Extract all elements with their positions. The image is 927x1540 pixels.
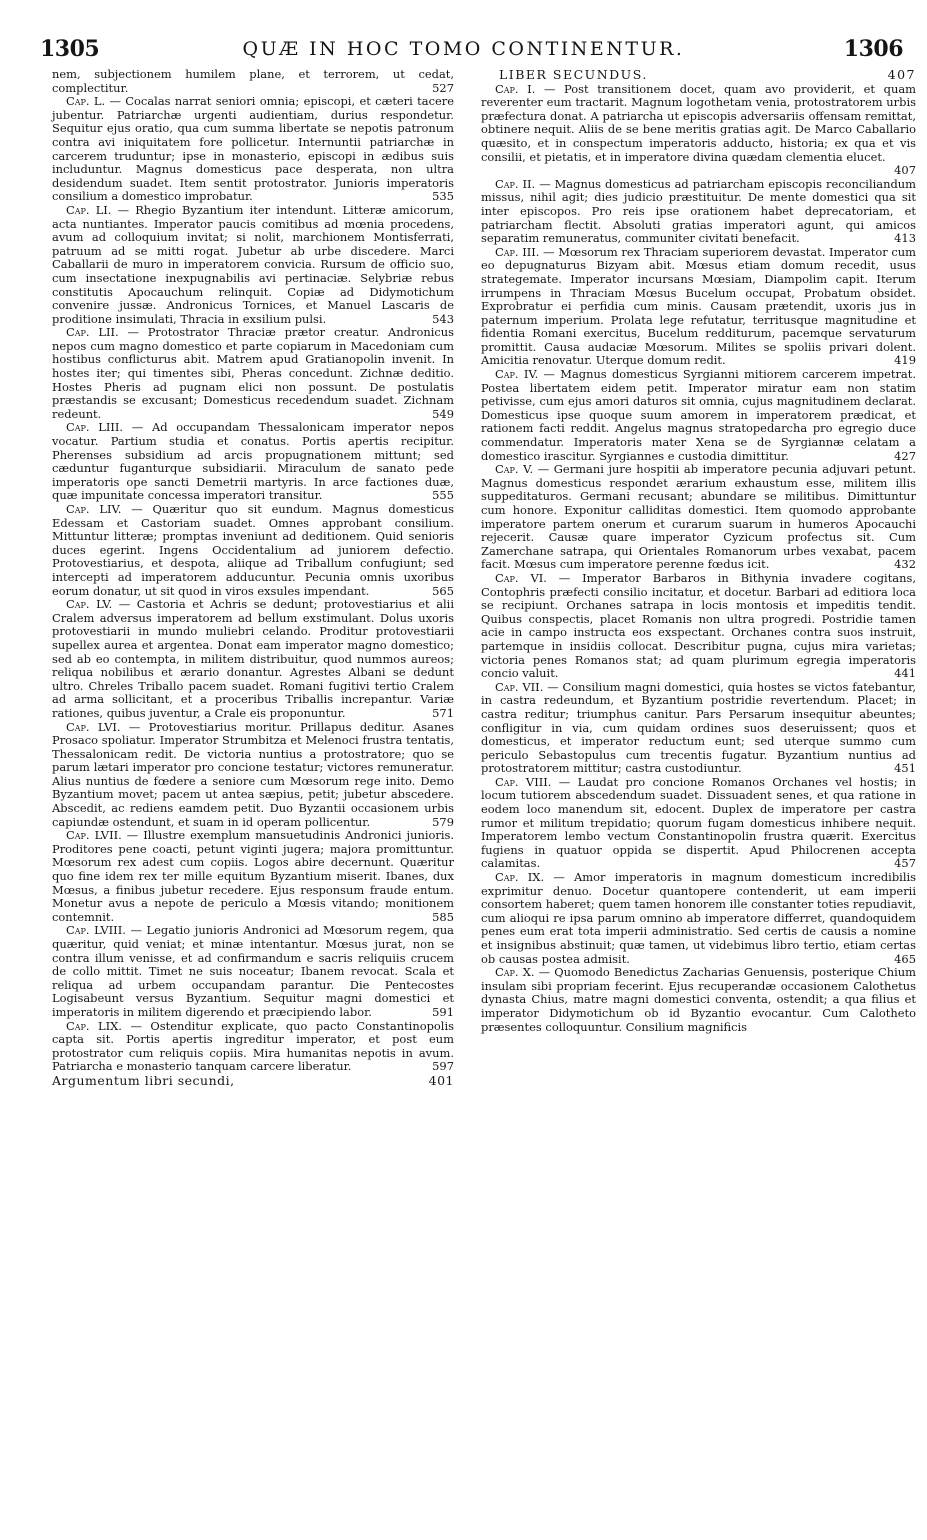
chapter-page: 585: [432, 909, 454, 924]
left-column: [52, 68, 454, 1088]
chapter-entry: [481, 776, 916, 871]
chapter-entry: [481, 572, 916, 681]
chapter-entry: [481, 463, 916, 572]
chapter-summary: — Amor imperatoris in magnum domesticum incredibilis exprimitur denuo. Docetur quantopere contenderit, ut eam imperii consortem haberet; quem tamen honorem ille constanter toties repudiavit, cum alioqui re ipsa parum omnino ab imperatore differret, quandoquidem penes eum erat tota imperii administratio. Sed certis de causis a nomine et insignibus abstinuit; quæ tamen, ut videbimus libro tertio, etiam certas ob causas postea admisit.: [481, 870, 917, 966]
chapter-entry: [52, 1020, 454, 1074]
entry-page: 527: [432, 80, 454, 95]
chapter-summary: — Magnus domesticus Syrgianni mitiorem carcerem impetrat. Postea libertatem eidem petit. Imperator miratur eam non statim petivisse, cum ejus amori daturos sit omnia, cujus magnitudinem declarat. Domesticus ipse quoque suum amorem in imperatorem prædicat, et rationem facti reddit. Angelus magnus stratopedarcha pro egregio duce commendatur. Imperatoris mater Xena se de Syrgiannæ celatam a domestico irascitur. Syrgiannes e custodia dimittitur.: [481, 367, 916, 463]
chapter-summary: — Protostrator Thraciæ prætor creatur. Andronicus nepos cum magno domestico et parte copiarum in Macedoniam cum hostibus conflicturus abit. Matrem apud Gratianopolin invenit. In hostes iter; qui timentes sibi, Pheras concedunt. Zichnæ deditio. Hostes Pheris ad pugnam elici non possunt. De postulatis præstandis se excusant; Domesticus recedendum suadet. Zichnam redeunt.: [52, 325, 455, 421]
chapter-page: 407: [894, 163, 916, 178]
chapter-page: 591: [432, 1004, 454, 1019]
chapter-summary: — Protovestiarius moritur. Prillapus deditur. Asanes Prosaco spoliatur. Imperator Strumbitza et Melenoci frustra tentatis, Thessalonicam redit. De victoria nuntius a protostratore; quo se parum lætari imperator pro concione testatur; victores remuneratur. Alius nuntius de fœdere a seniore cum Mœsorum rege inito. Demo Byzantium movet; pacem ut antea sæpius, petit; jubetur abscedere. Abscedit, ac rediens eamdem petit. Duo Byzantii occasionem urbis capiundæ ostendunt, et suam in id operam pollicentur.: [52, 719, 454, 829]
chapter-summary: — Illustre exemplum mansuetudinis Andronici junioris. Proditores pene coacti, petunt viginti jugera; majora promittuntur. Mœsorum rex adest cum copiis. Logos abire decernunt. Quæritur quo fine idem rex ter mille equitum Byzantium miserit. Ibanes, dux Mœsus, a finibus jubetur recedere. Ejus responsum fraude entum. Monetur avus a nepote de periculo a Mœsis vitando; monitionem contemnit.: [52, 828, 454, 924]
chapter-label: Cap. V.: [495, 462, 534, 477]
chapter-entry: [481, 966, 916, 1034]
chapter-entry: [52, 95, 454, 204]
chapter-entry: [52, 326, 454, 421]
chapter-label: Cap. IX.: [495, 870, 545, 885]
chapter-page: 441: [894, 666, 916, 681]
chapter-page: 579: [432, 814, 454, 829]
chapter-entry: [52, 829, 454, 924]
chapter-label: Cap. IV.: [495, 367, 539, 382]
argumentum-page: 401: [428, 1072, 454, 1088]
chapter-page: 427: [894, 448, 916, 463]
running-title: QUÆ IN HOC TOMO CONTINENTUR.: [242, 38, 685, 60]
chapter-entry: [52, 721, 454, 830]
chapter-summary: — Quæritur quo sit eundum. Magnus domesticus Edessam et Castoriam suadet. Omnes approbant consilium. Mittuntur litteræ; promptas inveniunt ad deditionem. Quid senioris duces egerint. Ingens Occidentalium ad juniorem defectio. Protovestiarius, et despota, aliique ad Triballum confugiunt; sed intercepti ad imperatorem adducuntur. Pecunia omnis uxoribus eorum donatur, ut sit quod in viros exsules impendant.: [52, 502, 454, 598]
chapter-summary: — Consilium magni domestici, quia hostes se victos fatebantur, in castra redeundum, et Byzantium postridie revertendum. Placet; in castra reditur; triumphus canitur. Pars Persarum insequitur abeuntes; confligitur in via, cum quidam ordines suos deseruissent; quos et domesticus, et imperator reductum eunt; sed uterque summo cum periculo Sebastopulus cum trecentis fugatur. Byzantium nuntius ad protostratorem mittitur; castra custodiuntur.: [481, 679, 916, 776]
chapter-label: Cap. X.: [495, 965, 535, 980]
chapter-entry: [481, 368, 916, 463]
chapter-entry: [52, 924, 454, 1019]
chapter-page: 543: [432, 311, 454, 326]
left-entry-list: [52, 95, 454, 1074]
chapter-page: 419: [894, 353, 916, 368]
chapter-label: Cap. LI.: [66, 202, 112, 217]
chapter-summary: — Magnus domesticus ad patriarcham episcopis reconciliandum missus, nihil agit; dies judicio præstituitur. De mente domestici qua sit inter episcopos. Pro reis ipse orationem habet deprecatoriam, et patriarcham flectit. Absoluti gratias imperatori agunt, qui amicos separatim remuneratus, communiter civitati benefacit.: [481, 176, 916, 246]
chapter-page: 457: [894, 856, 916, 871]
entry-text: nem, subjectionem humilem plane, et terrorem, ut cedat, complectitur.: [52, 67, 454, 95]
chapter-summary: — Castoria et Achris se dedunt; protovestiarius et alii Cralem adversus imperatorem ad bellum exstimulant. Dolus uxoris protovestiarii in mundo muliebri celando. Proditur protovestiarii supellex aurea et argentea. Donat eam imperator magno domestico; sed ab eo contempta, in militem distribuitur, quod nummos aureos; reliqua nobilibus et ærario donantur. Agrestes Albani se dedunt ultro. Chreles Triballo pacem suadet. Romani fugitivi tertio Cralem ad arma sollicitant, et a proceribus Triballis increpantur. Variæ rationes, quibus juventur, a Crale eis proponuntur.: [52, 597, 454, 720]
argumentum-text: Argumentum libri secundi,: [52, 1072, 235, 1088]
chapter-label: Cap. II.: [495, 176, 536, 191]
chapter-page: 451: [894, 761, 916, 776]
book-title: LIBER SECUNDUS.: [499, 67, 648, 82]
chapter-summary: — Ostenditur explicate, quo pacto Constantinopolis capta sit. Portis apertis ingreditur imperator, et post eum protostrator cum reliquis copiis. Mira humanitas nepotis in avum. Patriarcha e monasterio tanquam carcere liberatur.: [52, 1018, 454, 1074]
chapter-label: Cap. LVI.: [66, 719, 121, 734]
chapter-summary: — Laudat pro concione Romanos Orchanes vel hostis; in locum tutiorem abscedendum suadet. Dissuadent senes, et qua ratione in eodem loco manendum sit, edocent. Duplex de imperatore per castra rumor et militum trepidatio; quorum fugam domesticus inhibere nequit. Imperatorem lembo vectum Constantinopolin frustra quærit. Exercitus fugiens in quatuor oppida se dispertit. Apud Philocrenen accepta calamitas.: [481, 774, 916, 871]
chapter-entry: [481, 681, 916, 776]
chapter-summary: — Post transitionem docet, quam avo providerit, et quam reverenter eum tractarit. Magnum logothetam venia, protostratorem urbis præfectura donat. A patriarcha ut episcopis adversariis offensam remittat, obtinere nequit. Aliis de se bene meritis gratias agit. De Marco Caballario quæsito, et in conspectum imperatoris adducto, historia; ex qua et vis consilii, et pietatis, et in imperatore divina quædam clementia elucet.: [481, 81, 916, 164]
chapter-label: Cap. VII.: [495, 679, 544, 694]
chapter-entry: [481, 178, 916, 246]
chapter-page: 571: [432, 705, 454, 720]
chapter-summary: — Mœsorum rex Thraciam superiorem devastat. Imperator cum eo depugnaturus Bizyam abit. Mœsus etiam domum recedit, usus strategemate. Imperator incursans Mœsiam, Diampolim capit. Iterum irrumpens in Thraciam Mœsus Bucelum occupat, Probatum obsidet. Exprobratur ei perfidia cum minis. Causam prætendit, uxoris jus in paternum imperium. Prolata lege refutatur, territusque magnitudine et fidentia Romani exercitus, Bucelum redditurum, pacemque servaturum promittit. Causa audaciæ Mœsorum. Milites se spoliis privari dolent. Amicitia renovatur. Uterque domum redit.: [481, 244, 917, 368]
chapter-label: Cap. LIX.: [66, 1018, 122, 1033]
chapter-entry: [52, 204, 454, 326]
chapter-label: Cap. VIII.: [495, 774, 552, 789]
right-column: [481, 68, 916, 1034]
chapter-summary: — Rhegio Byzantium iter intendunt. Litteræ amicorum, acta nuntiantes. Imperator paucis comitibus ad mœnia procedens, avum ad colloquium invitat; si nolit, marchionem Montisferrati, patruum ad se mitti rogat. Jubetur ab urbe discedere. Marci Caballarii de muro in imperatorem convicia. Rursum de officio suo, cum insectatione inexpugnabilis avi pertinaciæ. Selybriæ rebus constitutis Apocauchum relinquit. Copiæ ad Didymotichum convenire jussæ. Andronicus Tornices, et Manuel Lascaris de proditione insimulati, Thracia in exsilium pulsi.: [52, 202, 454, 326]
chapter-page: 535: [432, 189, 454, 204]
chapter-page: 413: [894, 231, 916, 246]
chapter-summary: — Legatio junioris Andronici ad Mœsorum regem, qua quæritur, quid veniat; et minæ intentantur. Mœsus jurat, non se contra illum venisse, et ad confirmandum e sacris reliquiis crucem de collo mittit. Timet ne suis noceatur; Ibanem revocat. Scala et reliqua ad urbem occupandam parantur. Die Pentecostes Logisabeunt versus Byzantium. Sequitur magni domestici et imperatoris in militem digerendo et præcipiendo labor.: [52, 923, 454, 1019]
right-entry-list: [481, 83, 916, 1035]
chapter-label: Cap. VI.: [495, 570, 547, 585]
chapter-entry: [481, 246, 916, 368]
chapter-summary: — Ad occupandam Thessalonicam imperator nepos vocatur. Partium studia et conatus. Portis apertis recipitur. Pherenses subsidium ad arcis propugnationem mittunt; sed cæduntur fuganturque subsidiarii. Miraculum de sanato pede imperatoris ope sancti Demetrii martyris. In arce factiones duæ, quæ impunitate concessa imperatori transitur.: [52, 420, 454, 503]
chapter-page: 465: [894, 951, 916, 966]
chapter-page: 597: [432, 1059, 454, 1074]
chapter-label: Cap. LVIII.: [66, 923, 126, 938]
chapter-page: 549: [432, 406, 454, 421]
chapter-entry: [481, 871, 916, 966]
chapter-label: Cap. III.: [495, 244, 540, 259]
book-heading: [481, 68, 916, 82]
chapter-label: Cap. LV.: [66, 597, 113, 612]
book-page: 407: [887, 67, 916, 82]
chapter-entry: [52, 503, 454, 598]
chapter-label: Cap. LIV.: [66, 502, 122, 516]
running-header: [0, 36, 927, 64]
chapter-label: Cap. LII.: [66, 325, 119, 340]
chapter-summary: — Germani jure hospitii ab imperatore pecunia adjuvari petunt. Magnus domesticus respondet ærarium exhaustum esse, militem illis suppeditaturos. Germani recusant; abundare se militibus. Dimittuntur cum honore. Exponitur calliditas domestici. Item quomodo approbante imperatore partem onerum et curarum suarum in humeros Apocauchi rejecerit. Causæ quare imperator Cyzicum profectus sit. Cum Zamerchane satrapa, qui Orientales Romanorum urbes vexabat, pacem facit. Mœsus cum imperatore perenne fœdus icit.: [481, 462, 916, 572]
chapter-label: Cap. L.: [66, 94, 106, 109]
chapter-entry: [52, 598, 454, 720]
left-page-number: 1305: [40, 36, 100, 62]
argumentum-line: [52, 1074, 454, 1088]
chapter-summary: — Imperator Barbaros in Bithynia invadere cogitans, Contophris præfecti consilio incitatur, et docetur. Barbari ad editiora loca se recipiunt. Orchanes satrapa in locis montosis et impeditis tendit. Quibus conspectis, placet Romanis non ultra progredi. Postridie tamen acie in campo instructa eos exspectant. Orchanes contra suos instruit, partemque in insidiis collocat. Describitur pugna, cujus mira varietas; victoria penes Romanos stat; ad quam plurimum egregia imperatoris concio valuit.: [481, 570, 916, 681]
chapter-page: 565: [432, 583, 454, 598]
chapter-entry: [52, 421, 454, 503]
continuation-entry: [52, 68, 454, 95]
chapter-label: Cap. LVII.: [66, 828, 122, 843]
chapter-label: Cap. LIII.: [66, 420, 124, 435]
chapter-page: 555: [432, 488, 454, 503]
chapter-label: Cap. I.: [495, 81, 536, 96]
right-page-number: 1306: [843, 36, 903, 62]
chapter-summary: — Quomodo Benedictus Zacharias Genuensis, posterique Chium insulam sibi propriam fecerint. Ejus recuperandæ occasionem Calothetus dynasta Chius, matre magni domestici conventa, ostendit; a qua filius et imperator Didymotichum ob id Byzantio evocantur. Cum Calotheto præsentes colloquuntur. Consilium magnificis: [481, 965, 916, 1034]
chapter-summary: — Cocalas narrat seniori omnia; episcopi, et cæteri tacere jubentur. Patriarchæ urgenti audientiam, durius respondetur. Sequitur ejus oratio, qua cum summa libertate se nepotis patronum contra avi iniquitatem fore pollicetur. Internuntii patriarchæ in carcerem truduntur; ipse in monasterio, episcopi in ædibus suis includuntur. Magnus domesticus pace desperata, non ultra desidendum suadet. Item sentit protostrator. Junioris imperatoris consilium a domestico improbatur.: [52, 94, 454, 204]
chapter-entry: [481, 81, 916, 178]
chapter-page: 432: [894, 557, 916, 572]
